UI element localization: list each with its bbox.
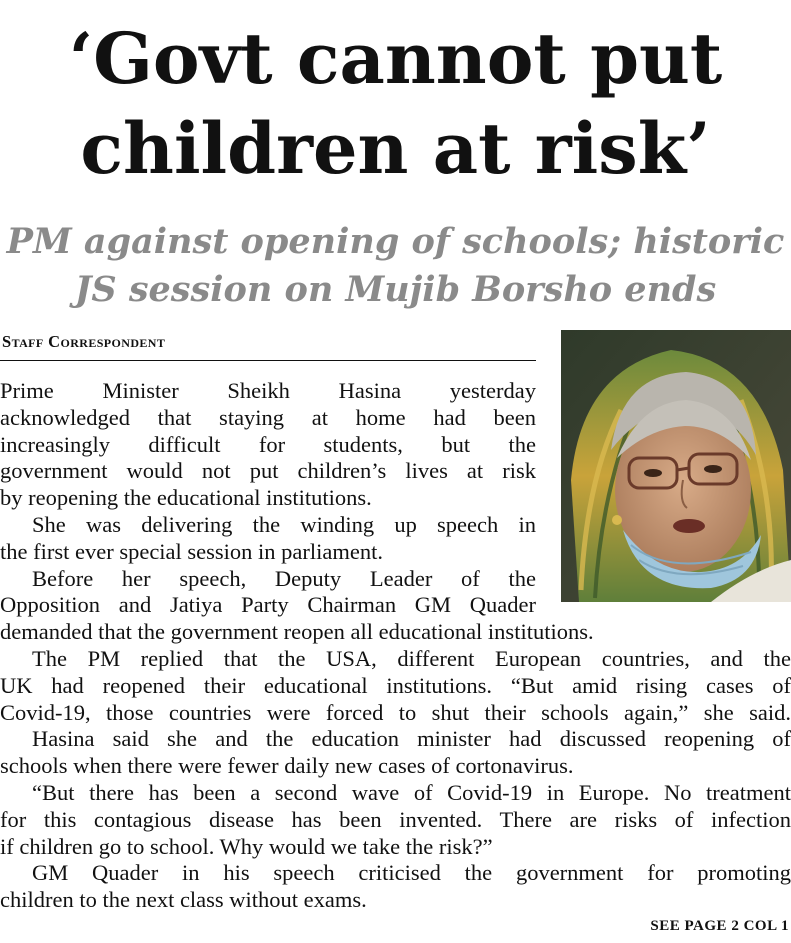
subheadline [0, 218, 791, 314]
body-line: Prime Minister Sheikh Hasina yesterday [0, 378, 536, 403]
body-line: Hasina said she and the education minister had discussed reopening of [32, 726, 791, 752]
body-line: demanded that the government reopen all educational institutions. [0, 619, 594, 645]
byline-divider [0, 360, 536, 361]
body-line: Opposition and Jatiya Party Chairman GM Quader [0, 592, 536, 618]
byline: Staff Correspondent [2, 332, 166, 351]
headline [0, 14, 791, 194]
body-line: Before her speech, Deputy Leader of the [32, 565, 536, 591]
headline-line-1: ‘Govt cannot put [68, 17, 723, 100]
body-line: acknowledged that staying at home had been [0, 404, 536, 430]
article-body [0, 378, 791, 914]
body-line: for this contagious disease has been invented. There are risks of infection [0, 806, 791, 832]
subheadline-line-2: JS session on Mujib Borsho ends [74, 269, 717, 310]
body-line: She was delivering the winding up speech in [32, 511, 536, 537]
body-line: government would not put children’s lives at risk [0, 458, 536, 484]
body-line: Covid-19, those countries were forced to shut their schools again,” she said. [0, 699, 791, 725]
body-line: by reopening the educational institutions. [0, 485, 372, 511]
body-line: the first ever special session in parliament. [0, 538, 384, 564]
continuation-note: SEE PAGE 2 COL 1 [650, 918, 789, 934]
subheadline-line-1: PM against opening of schools; historic [6, 221, 785, 262]
headline-line-2: children at risk’ [80, 107, 711, 190]
body-line: UK had reopened their educational institutions. “But amid rising cases of [0, 672, 791, 698]
body-line: The PM replied that the USA, different European countries, and the [32, 645, 791, 671]
body-line: “But there has been a second wave of Covid-19 in Europe. No treatment [32, 779, 791, 805]
body-line: children to the next class without exams. [0, 887, 367, 913]
body-line: GM Quader in his speech criticised the government for promoting [32, 860, 791, 886]
body-line: if children go to school. Why would we take the risk?” [0, 833, 493, 859]
body-line: increasingly difficult for students, but the [0, 431, 536, 457]
body-line: schools when there were fewer daily new cases of cortonavirus. [0, 753, 574, 779]
